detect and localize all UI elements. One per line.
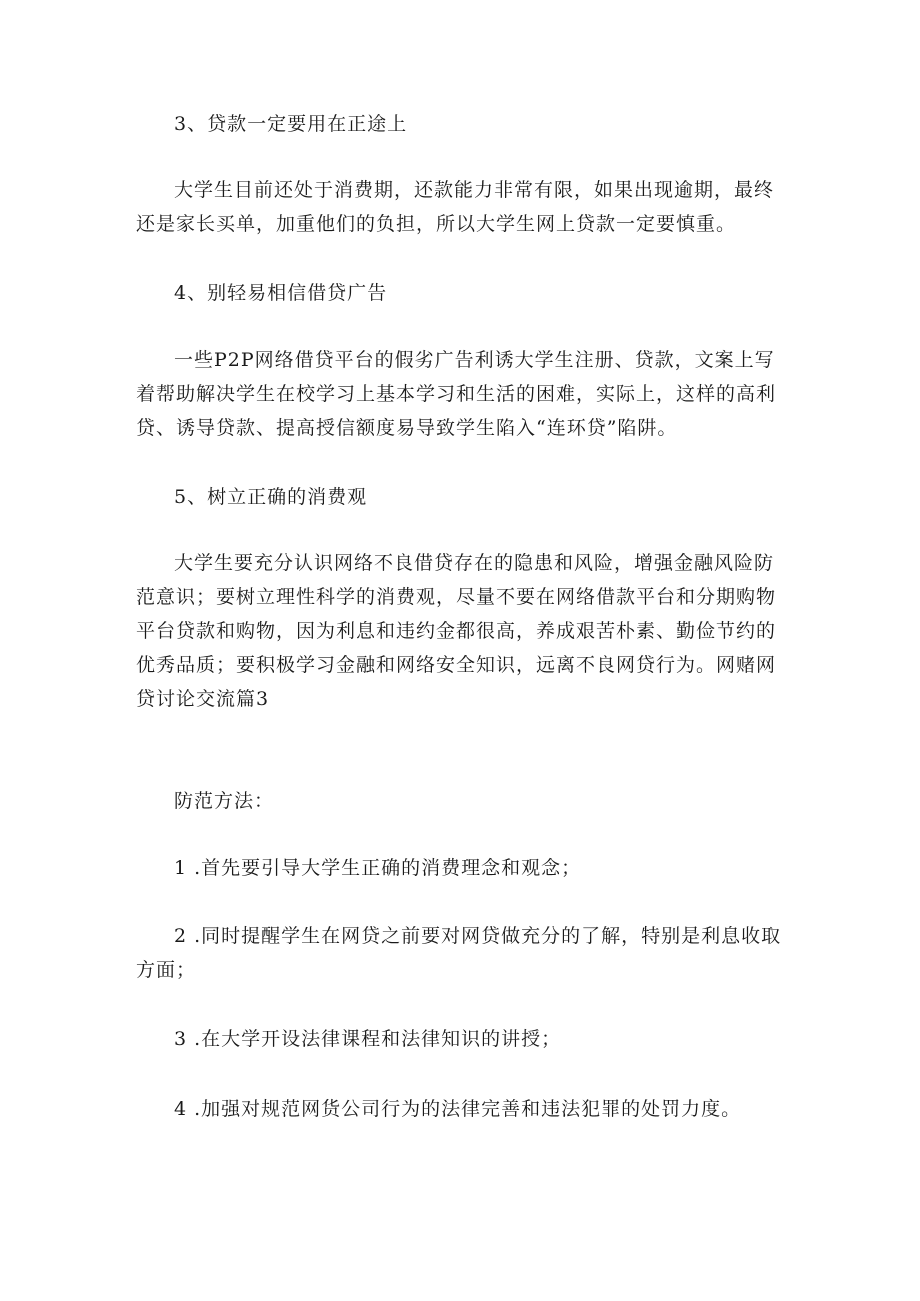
section-heading-5: 5、树立正确的消费观: [174, 486, 368, 508]
prevention-item-3: 3 .在大学开设法律课程和法律知识的讲授；: [174, 1028, 562, 1050]
paragraph-consumption-view: 大学生要充分认识网络不良借贷存在的隐患和风险，增强金融风险防范意识；要树立理性科学的消费观，尽量不要在网络借款平台和分期购物平台贷款和购物，因为利息和违约金都很高，养成艰苦朴素、勤俭节约的优秀品质；要积极学习金融和网络安全知识，远离不良网贷行为。网赌网贷讨论交流篇3: [136, 552, 777, 710]
prevention-item-1: 1 .首先要引导大学生正确的消费理念和观念；: [174, 857, 582, 879]
section-heading-4: 4、别轻易相信借贷广告: [174, 282, 388, 304]
paragraph-repayment: 大学生目前还处于消费期，还款能力非常有限，如果出现逾期，最终还是家长买单，加重他们的负担，所以大学生网上贷款一定要慎重。: [136, 179, 775, 235]
prevention-item-4: 4 .加强对规范网货公司行为的法律完善和违法犯罪的处罚力度。: [174, 1098, 742, 1120]
section-heading-prevention: 防范方法：: [174, 790, 275, 812]
prevention-item-2: 2 .同时提醒学生在网贷之前要对网贷做充分的了解，特别是利息收取方面；: [136, 925, 782, 981]
paragraph-advertising: 一些P2P网络借贷平台的假劣广告利诱大学生注册、贷款，文案上写着帮助解决学生在校学习上基本学习和生活的困难，实际上，这样的高利贷、诱导贷款、提高授信额度易导致学生陷入“连环贷”陷阱。: [136, 349, 777, 439]
section-heading-3: 3、贷款一定要用在正途上: [174, 113, 408, 135]
